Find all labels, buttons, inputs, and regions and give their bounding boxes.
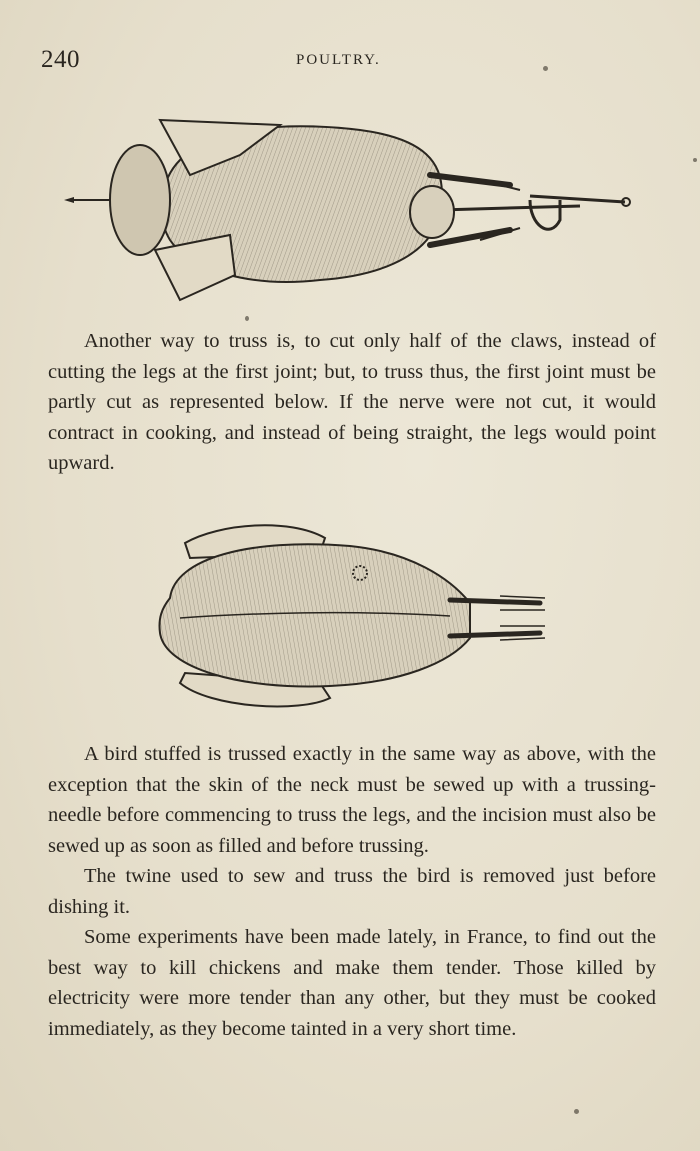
paragraph-block-1 (48, 326, 656, 479)
paper-speck (693, 158, 697, 162)
trussed-bird-cut-claws-illustration (150, 518, 550, 718)
paragraph: Another way to truss is, to cut only half of the claws, instead of cutting the legs at the first joint; but, to truss thus, the first joint must be partly cut as represented below. If the nerve were not cut, it would contract in cooking, and instead of being straight, the legs would point upward. (48, 330, 656, 474)
trussed-bird-with-skewer-illustration (60, 100, 640, 310)
paragraph-block-2 (48, 739, 656, 1044)
paragraph: The twine used to sew and truss the bird is removed just before dishing it. (48, 865, 656, 918)
paper-speck (574, 1109, 579, 1114)
paragraph: Some experiments have been made lately, in France, to find out the best way to kill chickens and make them tender. Those killed by electricity were more tender than any other, but they must be cooked immediately, as they become tainted in a very short time. (48, 926, 656, 1040)
page-number: 240 (41, 46, 80, 73)
paper-speck (245, 316, 249, 321)
paper-speck (543, 66, 548, 71)
paragraph: A bird stuffed is trussed exactly in the same way as above, with the exception that the skin of the neck must be sewed up with a trussing-needle before commencing to truss the legs, and the incision must also be sewed up as soon as filled and before trussing. (48, 743, 656, 857)
running-head: POULTRY. (296, 52, 381, 68)
